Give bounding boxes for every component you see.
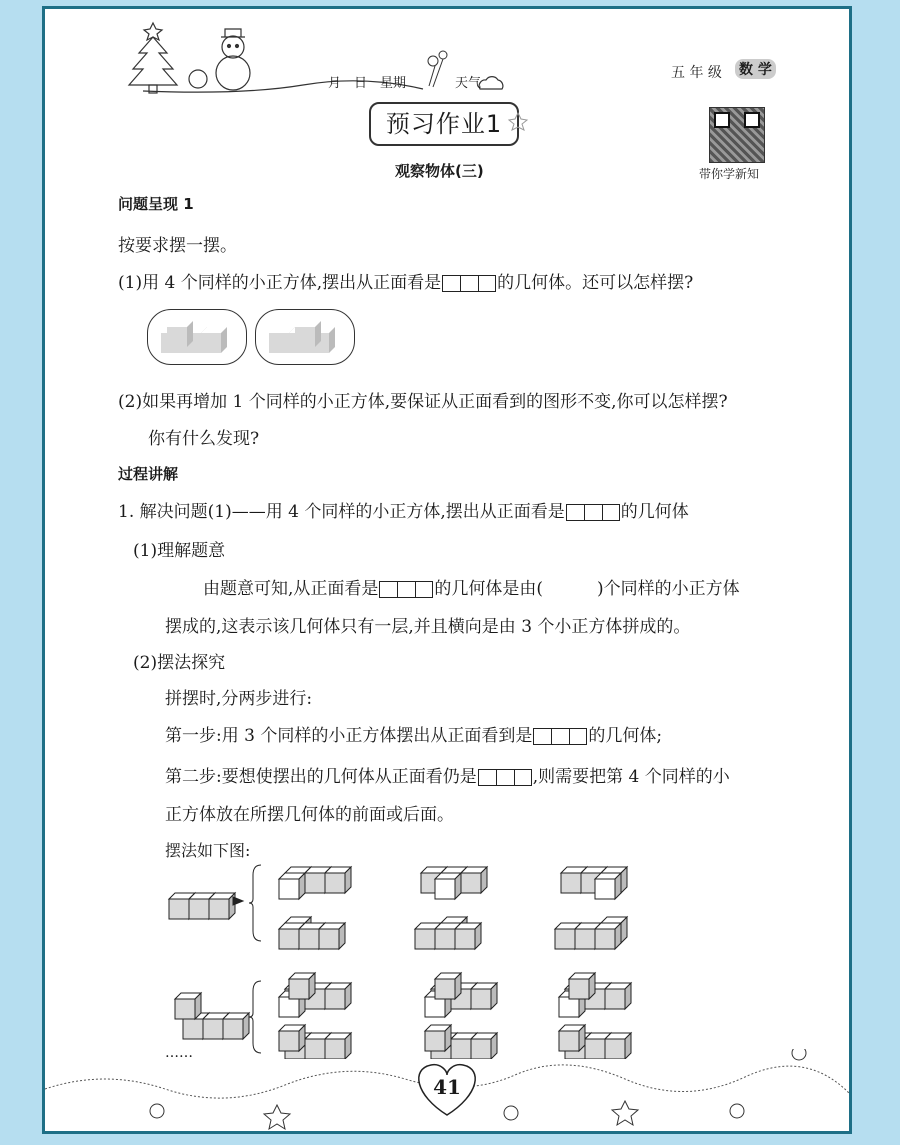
step-1-text-b: 的几何体; <box>588 726 663 746</box>
weather-label: 天气 <box>455 76 482 91</box>
front-view-shape <box>379 581 433 598</box>
step-2-line2: 正方体放在所摆几何体的前面或后面。 <box>165 805 454 825</box>
front-view-shape <box>478 769 532 786</box>
question-1-text-b: 的几何体。还可以怎样摆? <box>497 273 694 293</box>
qr-caption: 带你学新知 <box>699 167 760 181</box>
step-2 <box>165 765 730 789</box>
page-subtitle: 观察物体(三) <box>395 162 484 180</box>
sub-1-line1 <box>203 577 740 601</box>
date-label: 月 日 星期 <box>328 76 407 91</box>
sub-1-text-c: )个同样的小正方体 <box>597 579 740 599</box>
cube-figure-q1b <box>265 317 355 361</box>
instruction-text: 按要求摆一摆。 <box>118 236 237 256</box>
sub-1-title: (1)理解题意 <box>133 541 226 561</box>
sub-1-text-b: 的几何体是由( <box>434 579 544 599</box>
step-2-text-a: 第二步:要想使摆出的几何体从正面看仍是 <box>165 767 477 787</box>
item-1-text-b: 的几何体 <box>620 502 689 522</box>
question-2-line2: 你有什么发现? <box>148 429 260 449</box>
ellipsis: …… <box>165 1045 193 1061</box>
christmas-tree-icon <box>129 23 177 93</box>
step-2-text-b: ,则需要把第 4 个同样的小 <box>532 767 730 787</box>
step-1-text-a: 第一步:用 3 个同样的小正方体摆出从正面看到是 <box>165 726 533 746</box>
grade-label: 五 年 级 <box>671 65 722 81</box>
snowman-icon <box>189 29 250 90</box>
cloud-icon <box>479 77 503 89</box>
star-icon <box>612 1101 638 1125</box>
section-heading-process: 过程讲解 <box>118 465 179 483</box>
worksheet-page <box>42 6 852 1134</box>
sub-2-title: (2)摆法探究 <box>133 653 226 673</box>
step-1 <box>165 724 662 748</box>
star-icon <box>264 1105 290 1129</box>
front-view-shape <box>533 728 587 745</box>
arrangement-diagram <box>155 849 635 1059</box>
question-2-line1: (2)如果再增加 1 个同样的小正方体,要保证从正面看到的图形不变,你可以怎样摆? <box>118 392 728 412</box>
figure-caption: 摆法如下图: <box>165 841 251 860</box>
item-1 <box>118 500 689 524</box>
page-number: 41 <box>433 1075 461 1099</box>
question-1-text-a: (1)用 4 个同样的小正方体,摆出从正面看是 <box>118 273 442 293</box>
qr-code <box>709 107 765 163</box>
section-heading-problem: 问题呈现 1 <box>118 195 194 213</box>
front-view-shape <box>442 275 496 292</box>
page-title: 预习作业1 <box>369 102 519 146</box>
sub-1-line2: 摆成的,这表示该几何体只有一层,并且横向是由 3 个小正方体拼成的。 <box>165 617 691 637</box>
star-icon <box>503 99 533 139</box>
item-1-text-a: 1. 解决问题(1)——用 4 个同样的小正方体,摆出从正面看是 <box>118 502 565 522</box>
question-1 <box>118 271 693 295</box>
cube-figure-q1a <box>157 317 247 361</box>
subject-badge: 数 学 <box>735 59 776 79</box>
front-view-shape <box>566 504 620 521</box>
sub-2-line1: 拼摆时,分两步进行: <box>165 689 313 709</box>
sub-1-text-a: 由题意可知,从正面看是 <box>203 579 379 599</box>
